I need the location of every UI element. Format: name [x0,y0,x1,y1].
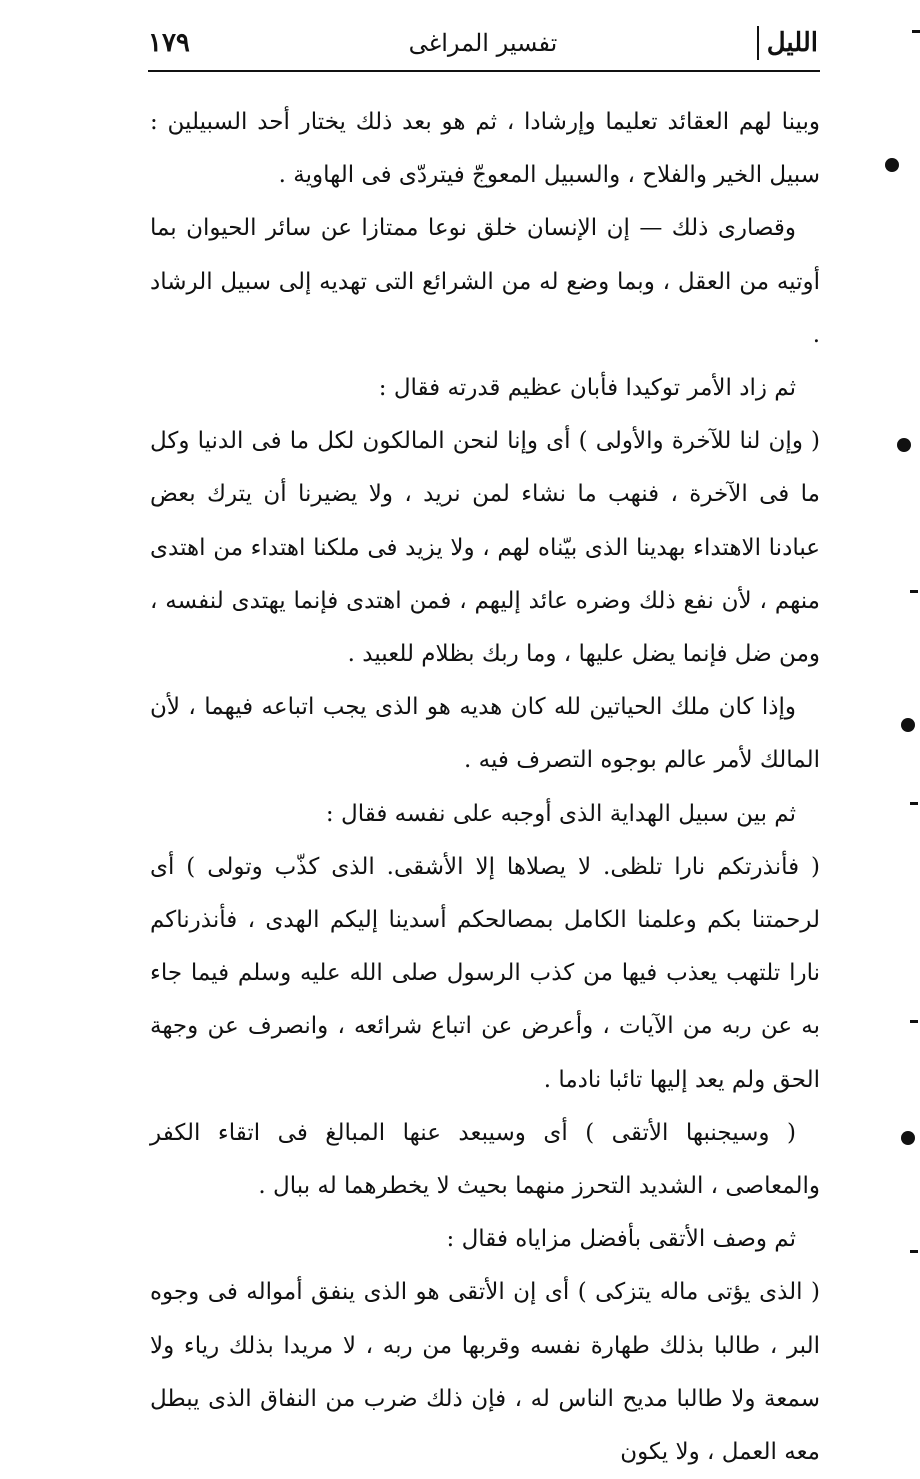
paragraph: ثم بين سبيل الهداية الذى أوجبه على نفسه فقال : [325,800,796,827]
paragraph: ( فأنذرتكم نارا تلظى. لا يصلاها إلا الأشقى. الذى كذّب وتولى ) أى لرحمتنا بكم وعلمنا الكامل بمصالحكم أسدينا إليكم الهدى ، فأنذرناكم نارا تلتهب يعذب فيها من كذب الرسول صلى الله عليه وسلم فيما جاء به عن ربه من الآيات ، وأعرض عن اتباع شرائعه ، وانصرف عن وجهة الحق ولم يعد إليها تائبا نادما . [150,853,820,1093]
book-title: تفسير المراغى [408,29,558,57]
paragraph: وقصارى ذلك — إن الإنسان خلق نوعا ممتازا عن سائر الحيوان بما أوتيه من العقل ، وبما وضع له من الشرائع التى تهديه إلى سبيل الرشاد . [150,215,820,348]
scan-blot [885,158,899,172]
paragraph: ( وسيجنبها الأتقى ) أى وسيبعد عنها المبالغ فى اتقاء الكفر والمعاصى ، الشديد التحرز منهما بحيث لا يخطرهما له ببال . [150,1119,820,1200]
header-rule [148,70,820,72]
paragraph: ثم وصف الأتقى بأفضل مزاياه فقال : [446,1226,796,1253]
paragraph: ثم زاد الأمر توكيدا فأبان عظيم قدرته فقال : [378,375,796,402]
scan-mark [910,1020,918,1023]
scan-mark [910,590,918,593]
paragraph: وإذا كان ملك الحياتين لله كان هديه هو الذى يجب اتباعه فيهما ، لأن المالك لأمر عالم بوجوه التصرف فيه . [150,694,820,774]
paragraph: وبينا لهم العقائد تعليما وإرشادا ، ثم هو بعد ذلك يختار أحد السبيلين : سبيل الخير والفلاح ، والسبيل المعوجّ فيتردّى فى الهاوية . [150,109,820,189]
scan-blot [897,438,911,452]
page-number: ١٧٩ [148,28,190,58]
paragraph: ( وإن لنا للآخرة والأولى ) أى وإنا لنحن المالكون لكل ما فى الدنيا وكل ما فى الآخرة ، فنهب ما نشاء لمن نريد ، ولا يضيرنا أن يترك بعض عبادنا الاهتداء بهدينا الذى بيّناه لهم ، ولا يزيد فى ملكنا اهتداء من اهتدى منهم ، لأن نفع ذلك وضره عائد إليهم ، فمن اهتدى فإنما يهتدى لنفسه ، ومن ضل فإنما يضل عليها ، وما ربك بظلام للعبيد . [150,428,820,668]
body-text [150,96,820,1479]
scan-mark [910,802,918,805]
scan-mark [910,1250,918,1253]
scan-blot [901,1131,915,1145]
scan-mark [912,30,920,33]
scan-blot [901,718,915,732]
surah-name: الليل [757,26,818,60]
paragraph: ( الذى يؤتى ماله يتزكى ) أى إن الأتقى هو الذى ينفق أمواله فى وجوه البر ، طالبا بذلك طهارة نفسه وقربها من ربه ، لا مريدا بذلك رياء ولا سمعة ولا طالبا مديح الناس له ، فإن ذلك ضرب من النفاق الذى يبطل معه العمل ، ولا يكون [150,1279,820,1466]
page-header [148,22,818,66]
